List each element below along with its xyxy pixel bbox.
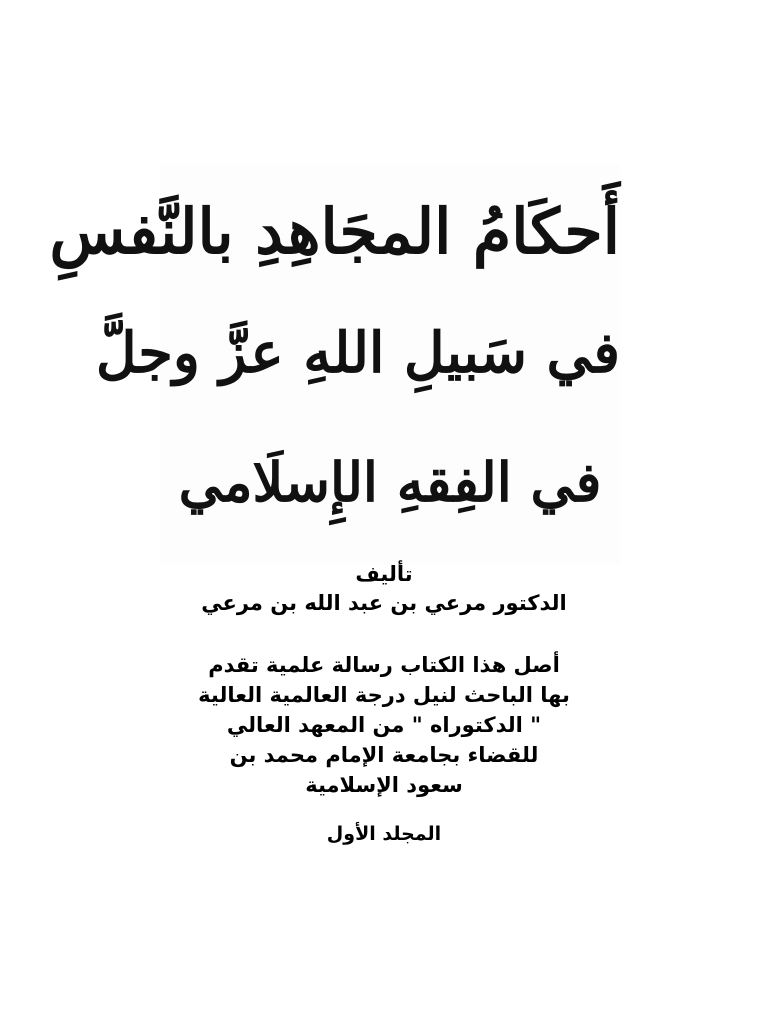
author-label: تأليف: [355, 562, 413, 586]
author-name: الدكتور مرعي بن عبد الله بن مرعي: [201, 591, 567, 615]
origin-line-5: سعود الإسلامية: [305, 773, 463, 797]
origin-line-1: أصل هذا الكتاب رسالة علمية تقدم: [208, 653, 560, 677]
origin-line-4: للقضاء بجامعة الإمام محمد بن: [229, 743, 539, 767]
title-line-1: أَحكَامُ المجَاهِدِ بالنَّفسِ: [49, 195, 620, 268]
origin-line-2: بها الباحث لنيل درجة العالمية العالية: [198, 683, 570, 707]
volume-label: المجلد الأول: [326, 823, 442, 845]
title-line-2: في سَبيلِ اللهِ عزَّ وجلَّ: [95, 320, 620, 386]
calligraphic-title: [49, 165, 620, 565]
thesis-origin-note: [100, 650, 668, 800]
origin-line-3: " الدكتوراه " من المعهد العالي: [226, 713, 542, 737]
title-line-3: في الفِقهِ الإِسلَامي: [178, 450, 602, 514]
